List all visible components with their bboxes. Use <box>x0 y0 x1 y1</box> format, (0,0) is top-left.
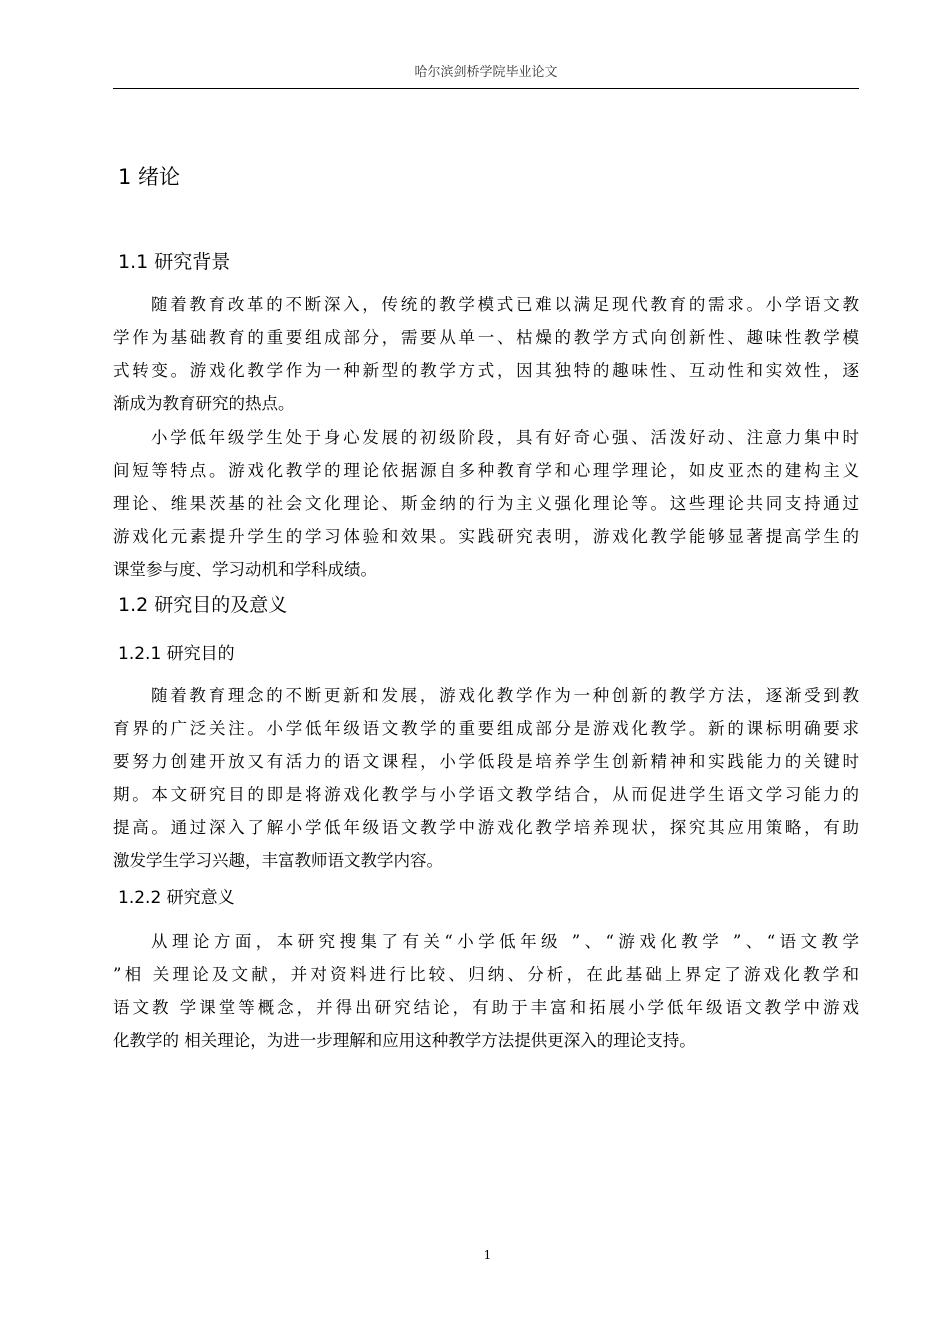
paragraph-line: 语文教 学课堂等概念，并得出研究结论，有助于丰富和拓展小学低年级语文教学中游戏 <box>113 998 859 1017</box>
paragraph-1-2-2 <box>113 925 859 1057</box>
paragraph-line: 游戏化元素提升学生的学习体验和效果。实践研究表明，游戏化教学能够显著提高学生的 <box>113 527 859 546</box>
paragraph-line: 课堂参与度、学习动机和学科成绩。 <box>113 560 377 579</box>
paragraph-line: 激发学生学习兴趣，丰富教师语文教学内容。 <box>113 851 443 870</box>
paragraph-line: 理论、维果茨基的社会文化理论、斯金纳的行为主义强化理论等。这些理论共同支持通过 <box>113 494 859 513</box>
paragraph-1-1-a <box>113 288 859 420</box>
paragraph-line: 间短等特点。游戏化教学的理论依据源自多种教育学和心理学理论，如皮亚杰的建构主义 <box>113 461 859 480</box>
section-heading-1-2: 1.2 研究目的及意义 <box>118 594 288 616</box>
page-number: 1 <box>483 1248 492 1262</box>
paragraph-1-2-1 <box>113 679 859 877</box>
paragraph-line: 提高。通过深入了解小学低年级语文教学中游戏化教学培养现状，探究其应用策略，有助 <box>113 818 859 837</box>
paragraph-line: 学作为基础教育的重要组成部分，需要从单一、枯燥的教学方式向创新性、趣味性教学模 <box>113 328 859 347</box>
paragraph-line: 式转变。游戏化教学作为一种新型的教学方式，因其独特的趣味性、互动性和实效性，逐 <box>113 361 859 380</box>
paragraph-line: 渐成为教育研究的热点。 <box>113 394 295 413</box>
chapter-title: 1 绪论 <box>118 165 181 189</box>
running-header: 哈尔滨剑桥学院毕业论文 <box>414 65 558 80</box>
subsection-heading-1-2-1: 1.2.1 研究目的 <box>118 644 235 664</box>
subsection-heading-1-2-2: 1.2.2 研究意义 <box>118 888 235 908</box>
paragraph-line: 小学低年级学生处于身心发展的初级阶段，具有好奇心强、活泼好动、注意力集中时 <box>151 428 859 447</box>
paragraph-line: 化教学的 相关理论，为进一步理解和应用这种教学方法提供更深入的理论支持。 <box>113 1031 696 1050</box>
paragraph-line: 育界的广泛关注。小学低年级语文教学的重要组成部分是游戏化教学。新的课标明确要求 <box>113 719 859 738</box>
paragraph-line: 从理论方面，本研究搜集了有关“小学低年级 ”、“游戏化教学 ”、“语文教学 <box>151 932 859 951</box>
paragraph-line: 期。本文研究目的即是将游戏化教学与小学语文教学结合，从而促进学生语文学习能力的 <box>113 785 859 804</box>
paragraph-1-1-b <box>113 421 859 586</box>
paragraph-line: 随着教育改革的不断深入，传统的教学模式已难以满足现代教育的需求。小学语文教 <box>151 295 859 314</box>
paragraph-line: ”相 关理论及文献，并对资料进行比较、归纳、分析，在此基础上界定了游戏化教学和 <box>113 965 859 984</box>
header-divider <box>113 88 859 89</box>
section-heading-1-1: 1.1 研究背景 <box>118 251 231 273</box>
paragraph-line: 要努力创建开放又有活力的语文课程，小学低段是培养学生创新精神和实践能力的关键时 <box>113 752 859 771</box>
paragraph-line: 随着教育理念的不断更新和发展，游戏化教学作为一种创新的教学方法，逐渐受到教 <box>151 686 859 705</box>
